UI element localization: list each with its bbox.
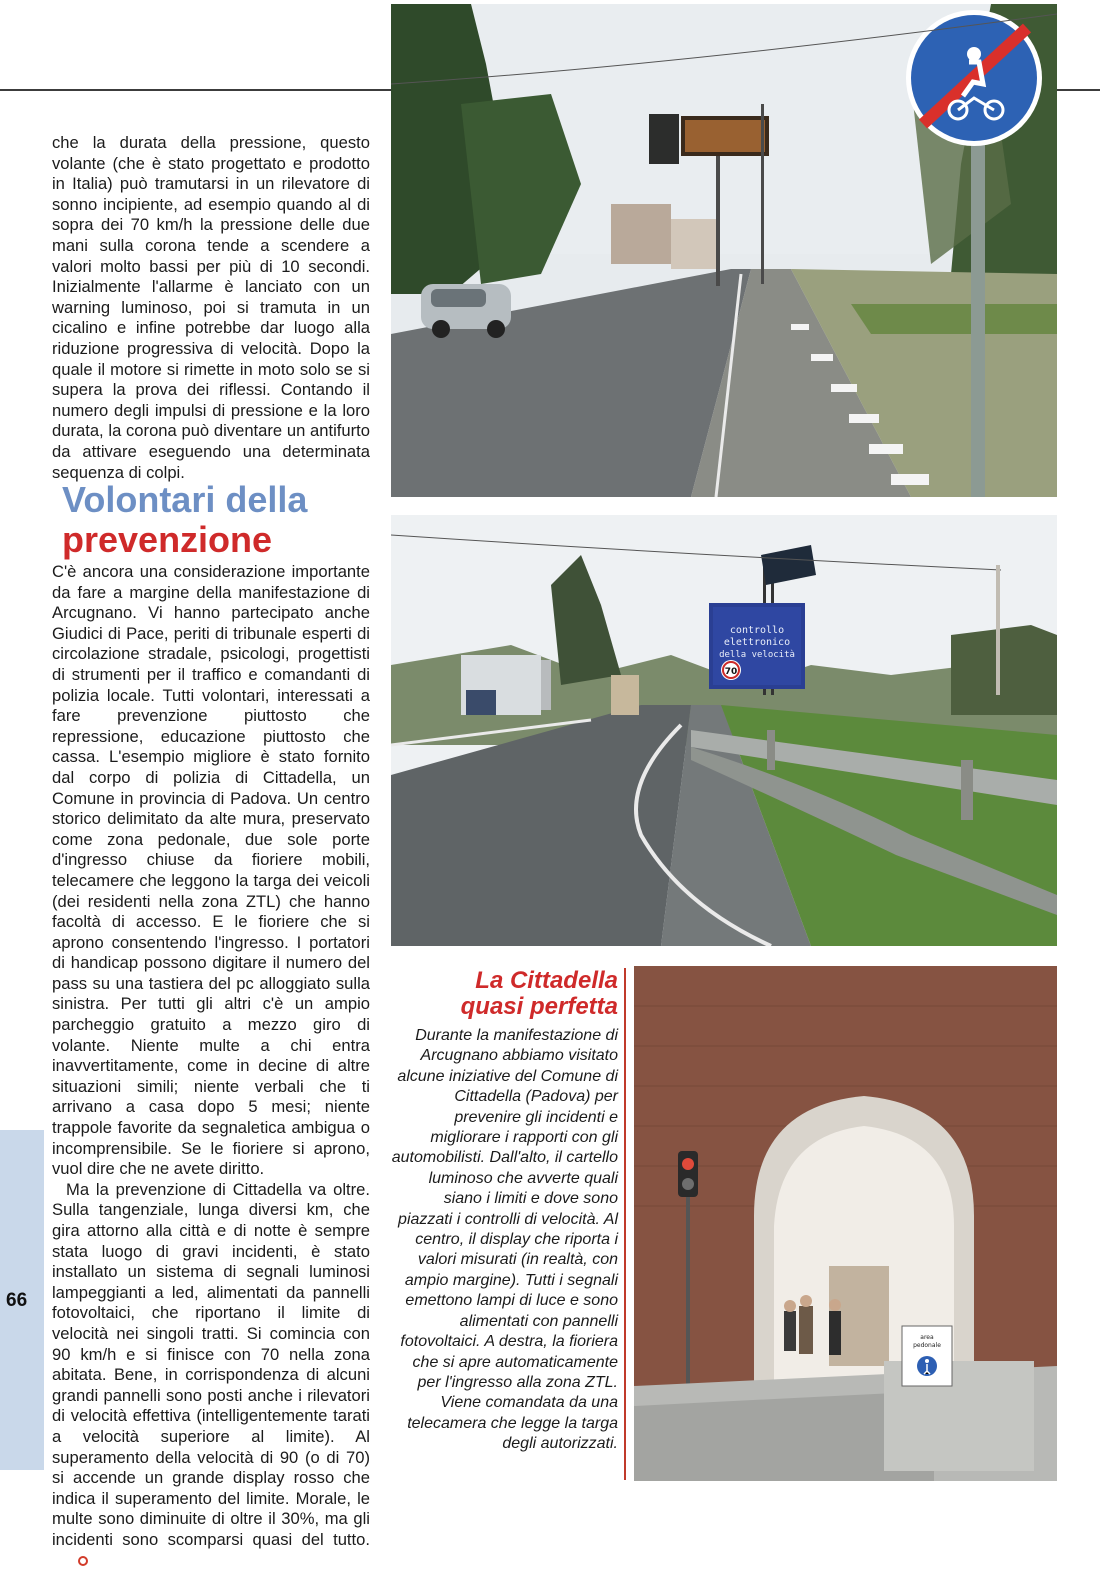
page-number: 66 [6,1290,28,1311]
body-text-column [52,562,370,1571]
intro-paragraph: che la durata della pressione, questo volante (che è stato progettato e prodotto in Italia) può tramutarsi in un rilevatore di sonno incipiente, ad esempio quando al di sopra dei 70 km/h la pressione delle due mani sulla corona tende a scendere a valori molto bassi per più di 10 secondi. Inizialmente l'allarme è lanciato con un warning luminoso, poi si tramuta in un cicalino e infine potrebbe dar luogo alla riduzione progressiva di velocità. Dopo la quale il motore si rimette in moto solo se si supera la prova dei riflessi. Contando il numero degli impulsi di pressione e la loro durata, la corona può diventare un antifurto da attivare eseguendo una determinata sequenza di colpi. [52,133,370,482]
pedestrian-sign-line-2: pedonale [913,1342,941,1349]
section-heading [62,480,372,560]
sign-line-2: elettronico [723,637,791,648]
photo-speed-control [391,515,1057,946]
end-of-article-mark [78,1556,88,1566]
sign-line-1: controllo [729,625,785,636]
heading-line-1: Volontari della [62,479,308,520]
body-paragraph-2-text: Ma la prevenzione di Cittadella va oltre. Sulla tangenziale, lunga diversi km, che gira attorno alla città e di notte è sempre stata luogo di gravi incidenti, è stato installato un sistema di segnali luminosi lampeggianti a led, alimentati da pannelli fotovoltaici, che riportano il limite di velocità nei singoli tratti. Si comincia con 90 km/h e si finisce con 70 nella zona abitata. Bene, in corrispondenza di alcuni grandi pannelli sono posti anche i rilevatori di velocità effettiva (intelligentemente tarati a velocità superiore al limite). Al superamento della velocità di 90 (o di 70) si accende un grande display rosso che indica il superamento del limite. Morale, le multe sono diminuite di oltre il 30%, ma gli incidenti sono scomparsi quasi del tutto. [52,1179,370,1549]
sign-line-3: della velocità [719,650,795,660]
photo-city-gate [634,966,1057,1481]
body-paragraph-2 [52,1180,370,1571]
sidebar-title-line-1: La Cittadella [475,967,618,994]
sidebar-accent-rule [624,968,626,1480]
sidebar-title-line-2: quasi perfetta [460,993,618,1020]
sidebar-box [390,968,618,1455]
pedestrian-sign-line-1: area [920,1334,934,1341]
sidebar-title [390,968,618,1020]
sign-speed-limit: 70 [724,667,738,677]
intro-text-column [52,133,370,483]
sidebar-caption: Durante la manifestazione di Arcugnano abbiamo visitato alcune iniziative del Comune di Cittadella (Padova) per prevenire gli incidenti e migliorare i rapporti con gli automobilisti. Dall'alto, il cartello luminoso che avverte quali siano i limiti e dove sono piazzati i controlli di velocità. Al centro, il display che riporta i valori misurati (in realtà, con ampio margine). Tutti i segnali emettono lampi di luce e sono alimentati con pannelli fotovoltaici. A destra, la fioriera che si apre automaticamente per l'ingresso alla zona ZTL. Viene comandata da una telecamera che legge la targa degli autorizzati. [391,1027,618,1453]
body-paragraph-1: C'è ancora una considerazione importante da fare a margine della manifestazione di Arcugnano. Vi hanno partecipato anche Giudici di Pace, periti di tribunale esperti di circolazione stradale, psicologi, progettisti di strumenti per il traffico e comandanti di polizia locale. Tutti volontari, interessati a fare prevenzione piuttosto che repressione, educazione piuttosto che cassa. L'esempio migliore è stato fornito dal corpo di polizia di Cittadella, un Comune in provincia di Padova. Un centro storico delimitato da alte mura, preservato come zona pedonale, due sole porte d'ingresso chiuse da fioriere mobili, telecamere che leggono la targa dei veicoli (dei residenti nella zona ZTL) che hanno facoltà di accesso. E le fioriere che si aprono consentendo l'ingresso. I portatori di handicap possono digitare il numero del pass su una tastiera del pc alloggiato sulla sinistra. Per tutti gli altri c'è un ampio parcheggio gratuito a mezzo giro di volante. Niente multe a chi entra inavvertitamente, come in decine di altre situazioni simili; niente verbali che ti arrivano a casa dopo 5 mesi; niente trappole favorite da segnaletica ambigua o incomprensibile. Se le fioriere si aprono, vuol dire che ne avete diritto. [52,562,370,1179]
heading-line-2: prevenzione [62,519,273,560]
photo-road-sign [391,4,1057,497]
